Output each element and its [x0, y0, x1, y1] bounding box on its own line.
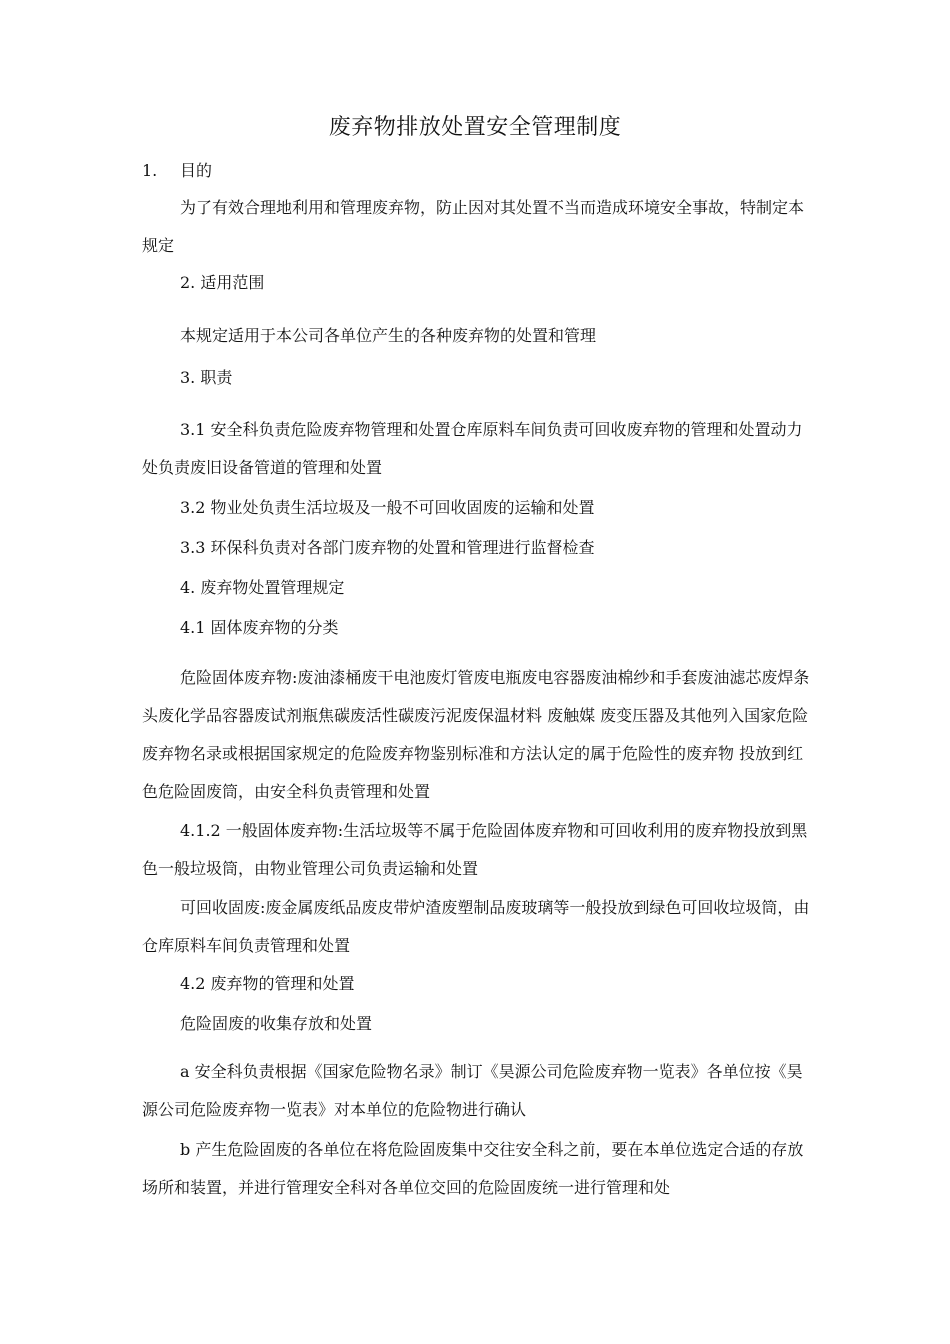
section-1-body: 为了有效合理地利用和管理废弃物，防止因对其处置不当而造成环境安全事故，特制定本规定 — [142, 198, 805, 255]
section-4-1-2: 4.1.2 一般固体废弃物:生活垃圾等不属于危险固体废弃物和可回收利用的废弃物投放到黑色一般垃圾筒，由物业管理公司负责运输和处置 — [142, 821, 808, 878]
recyclable-waste-paragraph: 可回收固废:废金属废纸品废皮带炉渣废塑制品废玻璃等一般投放到绿色可回收垃圾筒，由仓库原料车间负责管理和处置 — [142, 898, 810, 955]
item-b: b 产生危险固废的各单位在将危险固废集中交往安全科之前，要在本单位选定合适的存放场所和装置，并进行管理安全科对各单位交回的危险固废统一进行管理和处 — [142, 1140, 804, 1197]
section-4-2-heading: 4.2 废弃物的管理和处置 — [180, 974, 355, 993]
section-4-1-heading: 4.1 固体废弃物的分类 — [180, 618, 339, 637]
section-2-body: 本规定适用于本公司各单位产生的各种废弃物的处置和管理 — [180, 326, 597, 345]
section-3-heading: 3. 职责 — [180, 368, 233, 387]
document-title: 废弃物排放处置安全管理制度 — [328, 115, 622, 140]
section-1-title: 目的 — [180, 161, 213, 180]
section-3-1: 3.1 安全科负责危险废弃物管理和处置仓库原料车间负责可回收废弃物的管理和处置动力处负责废旧设备管道的管理和处置 — [142, 420, 803, 477]
section-1-heading — [142, 160, 212, 182]
section-3-3: 3.3 环保科负责对各部门废弃物的处置和管理进行监督检查 — [180, 538, 595, 557]
section-3-2: 3.2 物业处负责生活垃圾及一般不可回收固废的运输和处置 — [180, 498, 595, 517]
section-4-heading: 4. 废弃物处置管理规定 — [180, 578, 345, 597]
section-4-2-subheading: 危险固废的收集存放和处置 — [180, 1014, 373, 1033]
section-1-number: 1. — [142, 161, 158, 180]
item-a: a 安全科负责根据《国家危险物名录》制订《昊源公司危险废弃物一览表》各单位按《昊源公司危险废弃物一览表》对本单位的危险物进行确认 — [142, 1062, 803, 1119]
hazardous-waste-paragraph: 危险固体废弃物:废油漆桶废干电池废灯管废电瓶废电容器废油棉纱和手套废油滤芯废焊条头废化学品容器废试剂瓶焦碳废活性碳废污泥废保温材料 废触媒 废变压器及其他列入国家危险废弃物名录或根据国家规定的危险废弃物鉴别标准和方法认定的属于危险性的废弃物 投放到红色危险固废筒，由安全科负责管理和处置 — [142, 668, 810, 801]
section-2-heading: 2. 适用范围 — [180, 273, 265, 292]
